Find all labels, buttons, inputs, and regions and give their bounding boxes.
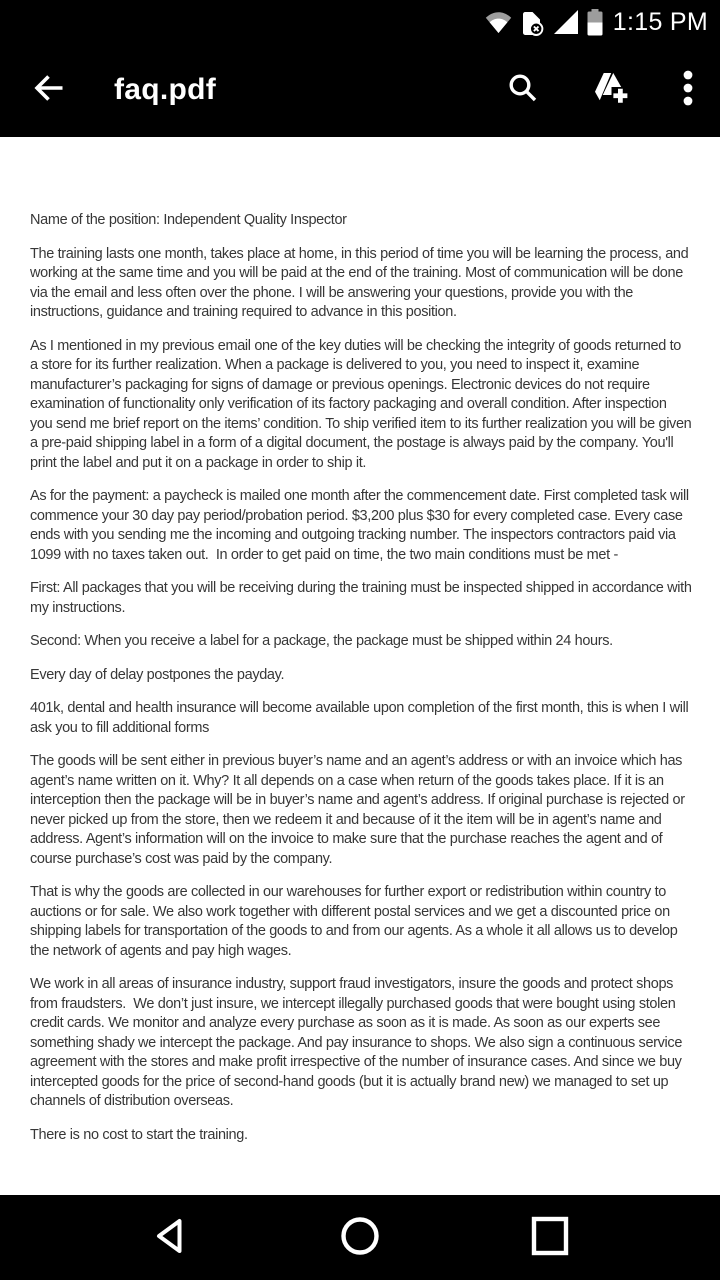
paragraph-insurance: We work in all areas of insurance industry, support fraud investigators, insure the goods and protect shops from fraudsters. We don’t just insure, we intercept illegally purchased goods that were bought using stolen credit cards. We monitor and analyze every purchase as soon as it is made. As soon as our experts see something shady we intercept the package. And pay insurance to shops. We also sign a continuous service agreement with the stores and make profit irrespective of the number of insurance cases. And since we buy intercepted goods for the price of second-hand goods (but it is actually brand new) we managed to set up channels of distribution overseas. [30,976,686,1109]
add-to-drive-button[interactable] [590,67,630,112]
no-sim-icon [520,8,545,36]
back-arrow-icon [29,69,67,110]
app-bar [0,42,720,137]
document-title: faq.pdf [114,72,217,106]
paragraph-condition-first: First: All packages that you will be receiving during the training must be inspected shipped in accordance with my instructions. [30,580,696,616]
app-bar-actions [506,67,696,112]
paragraph-payment: As for the payment: a paycheck is mailed one month after the commencement date. First completed task will commence your 30 day pay period/probation period. $3,200 plus $30 for every completed case. Every case ends with you sending me the incoming and outgoing tracking number. The inspectors contractors paid via 1099 with no taxes taken out. In order to get paid on time, the two main conditions must be met - [30,488,693,563]
search-button[interactable] [506,71,540,108]
paragraph-benefits: 401k, dental and health insurance will become available upon completion of the first month, this is when I will ask you to fill additional forms [30,700,693,736]
nav-back-button[interactable] [148,1216,192,1260]
overflow-menu-button[interactable] [680,68,696,111]
back-nav-icon [153,1217,187,1258]
paragraph-no-cost: There is no cost to start the training. [30,1126,248,1143]
paragraph-training: The training lasts one month, takes place at home, in this period of time you will be learning the process, and working at the same time and you will be paid at the end of the training. Most of communication will be done via the email and less often over the phone. I will be answering your questions, provide you with the instructions, guidance and training required to advance in this position. [30,245,693,320]
paragraph-duties: As I mentioned in my previous email one of the key duties will be checking the integrity of goods returned to a store for its further realization. When a package is delivered to you, you need to inspect it, examine manufacturer’s packaging for signs of damage or previous openings. Electronic devices do not require examination of functionality only verification of its factory packaging and overall condition. After inspection you send me brief report on the items’ condition. To ship verified item to its further realization you will be given a pre-paid shipping label in a form of a digital document, the postage is always paid by the company. You'll print the label and put it on a package in order to ship it. [30,337,696,471]
add-to-drive-icon [590,67,630,112]
nav-home-button[interactable] [338,1216,382,1260]
wifi-icon [485,11,512,34]
status-time: 1:15 PM [612,7,708,36]
top-bar [0,0,720,137]
battery-icon [587,9,603,36]
paragraph-delay: Every day of delay postpones the payday. [30,666,285,683]
android-nav-bar [0,1195,720,1280]
paragraph-warehouses: That is why the goods are collected in our warehouses for further export or redistribution within country to auctions or for sale. We also work together with different postal services and we get a discounted price on shipping labels for transportation of the goods to and from our agents. As a whole it all allows us to develop the network of agents and pay high wages. [30,884,682,959]
pdf-content[interactable] [0,137,720,1195]
recents-nav-icon [530,1216,570,1259]
paragraph-goods-names: The goods will be sent either in previous buyer’s name and an agent’s address or with an invoice which has agent’s name written on it. Why? It all depends on a case when return of the goods takes place. If it is an interception then the package will be in buyer’s name and agent’s address. If original purchase is rejected or never picked up from the store, then we redeem it and because of it the item will be in agent’s name and address. Agent’s information will on the invoice to make sure that the purchase reaches the agent and of course purchase’s cost was paid by the company. [30,753,689,867]
search-icon [506,71,540,108]
paragraph-position-name: Name of the position: Independent Quality Inspector [30,212,347,228]
overflow-menu-icon [680,68,696,111]
home-nav-icon [339,1215,381,1260]
nav-recents-button[interactable] [528,1216,572,1260]
signal-icon [553,9,579,35]
status-bar [0,0,720,42]
back-button[interactable] [26,68,70,112]
paragraph-condition-second: Second: When you receive a label for a package, the package must be shipped within 24 hours. [30,633,613,649]
